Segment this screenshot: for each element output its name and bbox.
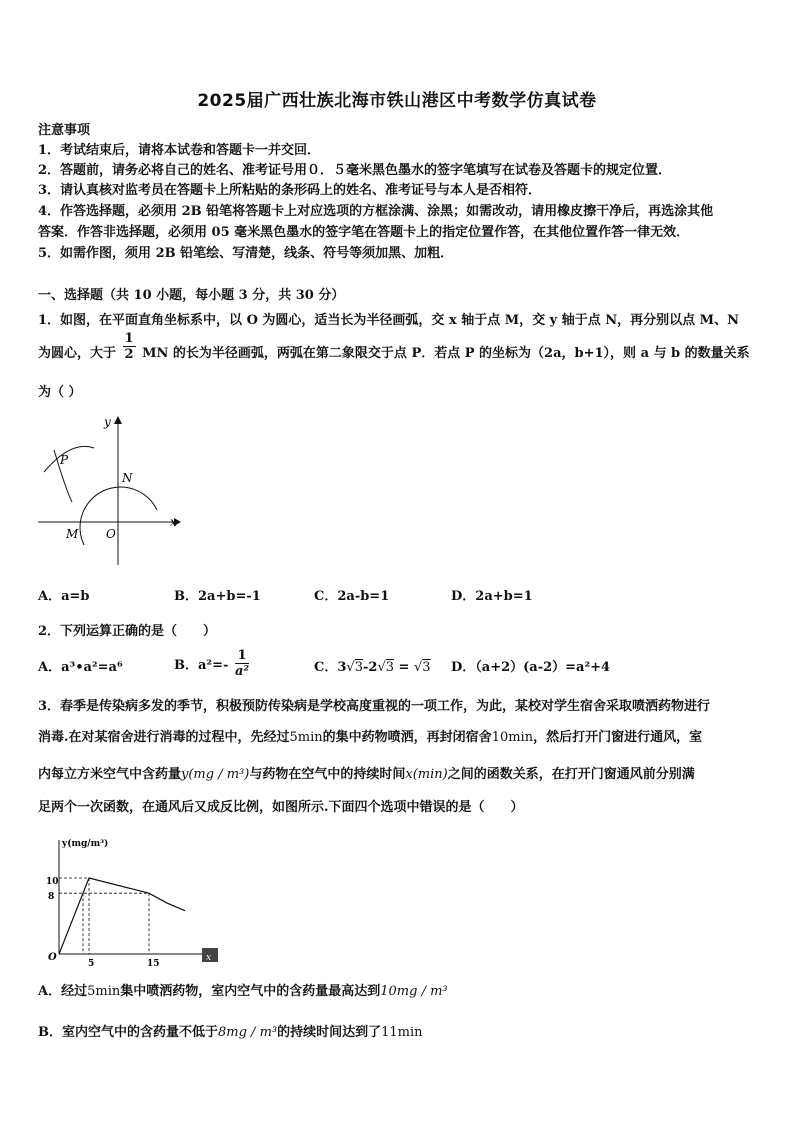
q3-math: 5min — [289, 730, 323, 745]
q2-option-c-equals: = — [394, 660, 414, 675]
fraction-numerator: 1 — [124, 331, 134, 346]
q3-text: 消毒.在对某宿舍进行消毒的过程中，先经过 — [38, 730, 290, 745]
chart-series-line — [59, 878, 185, 954]
q3-chart — [36, 832, 226, 972]
q3-text: 与药物在空气中的持续时间 — [249, 767, 406, 782]
q3-text: 集中喷洒药物，室内空气中的含药量最高达到 — [120, 984, 381, 999]
label-m: M — [66, 527, 79, 541]
q3-line2 — [38, 728, 702, 748]
notice-item: 1．考试结束后，请将本试卷和答题卡一并交回． — [38, 143, 321, 158]
page-title: 2025届广西壮族北海市铁山港区中考数学仿真试卷 — [197, 91, 597, 111]
fraction-denominator: 2 — [124, 347, 134, 362]
q3-math: x(min) — [405, 767, 448, 782]
q3-math: 11min — [381, 1025, 423, 1040]
chart-xlabel: x — [206, 953, 212, 963]
arc-center-o — [80, 487, 157, 545]
q2-option-b-fraction — [235, 648, 249, 679]
q2-option-c-prefix: C．3 — [314, 660, 347, 675]
chart-ylabel: y(mg/m³) — [62, 839, 109, 849]
notice-item: 4．作答选择题，必须用 2B 铅笔将答题卡上对应选项的方框涂满、涂黑；如需改动，请用橡皮擦干净后，再选涂其他 — [38, 204, 714, 219]
q3-option-b — [38, 1023, 423, 1043]
q1-figure — [36, 410, 186, 570]
arc-from-m — [44, 446, 94, 472]
chart-tick-8: 8 — [48, 892, 55, 902]
q3-line3 — [38, 765, 695, 785]
q1-line2-end: MN 的长为半径画弧，两弧在第二象限交于点 P．若点 P 的坐标为（2a，b+1），则 a 与 b 的数量关系 — [142, 346, 750, 361]
q3-text: B．室内空气中的含药量不低于 — [38, 1025, 218, 1040]
chart-tick-15: 15 — [147, 959, 160, 969]
q2-option-d: D．（a+2）(a-2）=a²+4 — [451, 660, 611, 675]
q3-math: 5min — [87, 984, 121, 999]
chart-origin: O — [48, 952, 57, 963]
q2-option-b-prefix: B．a²=- — [174, 658, 229, 673]
q2-option-c-radicand: 3 — [422, 660, 431, 675]
notice-item: 5．如需作图，须用 2B 铅笔绘、写清楚，线条、符号等须加黑、加粗． — [38, 246, 454, 261]
section-heading: 一、选择题（共 10 小题，每小题 3 分，共 30 分） — [38, 288, 345, 303]
fraction-half — [123, 331, 136, 362]
label-y: y — [104, 415, 111, 429]
q2-option-c-radicand: 3 — [354, 660, 363, 675]
y-axis-arrow — [114, 416, 122, 424]
q2-option-b — [174, 648, 251, 679]
q3-text: 的集中药物喷洒，再封闭宿舍 — [322, 730, 492, 745]
q3-line1: 3．春季是传染病多发的季节，积极预防传染病是学校高度重视的一项工作，为此，某校对学生宿舍采取喷洒药物进行 — [38, 699, 711, 714]
q1-option-c: C．2a-b=1 — [314, 589, 390, 604]
q1-option-d: D．2a+b=1 — [451, 589, 533, 604]
q3-line4: 足两个一次函数，在通风后又成反比例，如图所示.下面四个选项中错误的是（ ） — [38, 800, 524, 815]
q1-line3: 为（ ） — [38, 385, 82, 400]
chart-tick-5: 5 — [88, 959, 95, 969]
notice-item: 2．答题前，请务必将自己的姓名、准考证号用０．５毫米黑色墨水的签字笔填写在试卷及答题卡的规定位置． — [38, 163, 672, 178]
q2-option-a: A．a³•a²=a⁶ — [38, 660, 123, 675]
q3-math: 10mg / m³ — [380, 984, 448, 999]
q3-text: 之间的函数关系，在打开门窗通风前分别满 — [447, 767, 695, 782]
q3-text: A．经过 — [38, 984, 88, 999]
notice-item: 3．请认真核对监考员在答题卡上所粘贴的条形码上的姓名、准考证号与本人是否相符． — [38, 183, 542, 198]
q3-math: 10min — [491, 730, 534, 745]
q3-text: 的持续时间达到了 — [277, 1025, 382, 1040]
q3-option-a — [38, 982, 448, 1002]
notice-heading: 注意事项 — [38, 123, 91, 138]
q1-line1: 1．如图，在平面直角坐标系中，以 O 为圆心，适当长为半径画弧，交 x 轴于点 M，交 y 轴于点 N，再分别以点 M、N — [38, 313, 739, 328]
q2-stem: 2．下列运算正确的是（ ） — [38, 624, 217, 639]
q3-math: y(mg / m³) — [181, 767, 250, 782]
q1-option-a: A．a=b — [38, 589, 90, 604]
q3-math: 8mg / m³ — [218, 1025, 278, 1040]
fraction-numerator: 1 — [235, 648, 249, 664]
label-o: O — [106, 527, 116, 541]
chart-tick-10: 10 — [46, 877, 59, 887]
q1-option-b: B．2a+b=-1 — [174, 589, 261, 604]
q1-line2-start: 为圆心，大于 — [38, 346, 117, 361]
fraction-denominator: a² — [234, 664, 250, 679]
q3-text: 内每立方米空气中含药量 — [38, 767, 182, 782]
label-n: N — [122, 471, 133, 485]
notice-item: 答案．作答非选择题，必须用 05 毫米黑色墨水的签字笔在答题卡上的指定位置作答，在其他位置作答一律无效． — [38, 225, 690, 240]
q2-option-c: C．3√3-2√3 = √3 — [314, 660, 431, 675]
label-x: x — [170, 515, 177, 529]
q2-option-c-radicand: 3 — [385, 660, 395, 675]
label-p: P — [60, 453, 69, 467]
q3-text: ，然后打开门窗进行通风，室 — [533, 730, 703, 745]
q1-line2 — [38, 331, 750, 364]
q2-option-c-coef: -2 — [362, 660, 378, 675]
